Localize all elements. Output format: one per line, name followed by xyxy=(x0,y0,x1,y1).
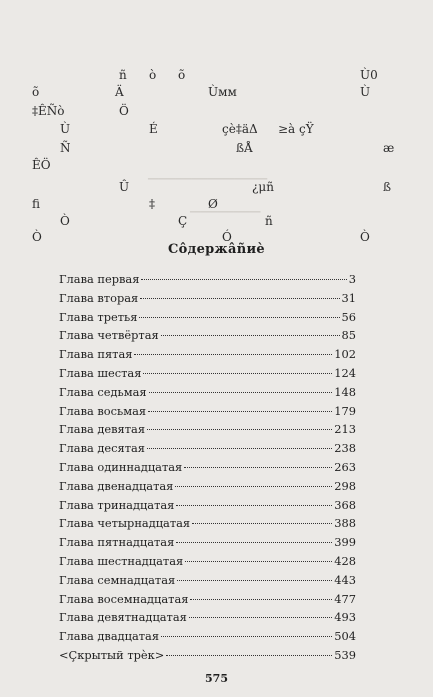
garbled-glyph: ñ xyxy=(119,68,127,82)
toc-leader-dots xyxy=(148,411,332,412)
toc-entry xyxy=(59,646,356,665)
garbled-glyph: ò xyxy=(149,68,157,82)
toc-entry-page: 31 xyxy=(341,290,356,305)
toc-leader-dots xyxy=(140,298,339,299)
toc-entry xyxy=(59,308,356,327)
garbled-glyph: Ä xyxy=(115,85,124,99)
toc-leader-dots xyxy=(177,580,332,581)
garbled-glyph: fi xyxy=(32,197,41,211)
toc-entry xyxy=(59,326,356,345)
toc-list xyxy=(59,270,356,665)
toc-entry xyxy=(59,608,356,627)
toc-entry xyxy=(59,289,356,308)
toc-entry-title: Глава двенадцатая xyxy=(59,478,174,493)
toc-leader-dots xyxy=(190,599,332,600)
toc-leader-dots xyxy=(161,636,332,637)
garbled-glyph: Ñ xyxy=(60,141,71,155)
toc-entry-title: Глава первая xyxy=(59,272,140,286)
garbled-glyph: Ù xyxy=(360,85,371,99)
toc-entry-title: Глава семнадцатая xyxy=(59,572,176,587)
garbled-glyph: Ù xyxy=(60,122,71,136)
toc-entry-title: Глава десятая xyxy=(59,441,145,456)
toc-entry-page: 504 xyxy=(334,629,356,644)
toc-entry-title: Глава шестая xyxy=(59,365,142,380)
garbled-glyph: çè‡äΔ xyxy=(222,122,258,136)
garbled-glyph: Ö xyxy=(119,104,129,118)
page-number: 575 xyxy=(205,672,228,685)
bleed-through-line: ━━━━━━━━━━━━━━━━━━━━━━ xyxy=(148,175,268,185)
toc-leader-dots xyxy=(184,467,332,468)
toc-entry-title: Глава шестнадцатая xyxy=(59,553,184,568)
toc-leader-dots xyxy=(147,448,332,449)
garbled-glyph: Ù0 xyxy=(360,68,378,82)
toc-leader-dots xyxy=(141,279,346,280)
toc-entry-page: 85 xyxy=(341,328,356,343)
garbled-glyph: Ò xyxy=(60,214,70,228)
garbled-glyph: Ùмм xyxy=(208,85,237,99)
garbled-glyph: Û xyxy=(119,180,130,194)
toc-entry-title: Глава четвёртая xyxy=(59,328,159,343)
toc-entry-page: 213 xyxy=(334,422,356,437)
toc-leader-dots xyxy=(176,505,332,506)
garbled-glyph: Ø xyxy=(208,197,218,211)
toc-entry xyxy=(59,552,356,571)
toc-entry xyxy=(59,270,356,289)
toc-leader-dots xyxy=(185,561,332,562)
toc-entry xyxy=(59,571,356,590)
toc-entry-page: 124 xyxy=(334,365,356,380)
garbled-glyph: Ò xyxy=(360,230,370,244)
toc-entry-title: Глава пятая xyxy=(59,347,133,362)
garbled-glyph: ‡ xyxy=(149,197,155,211)
toc-leader-dots xyxy=(192,523,332,524)
toc-entry-title: Глава восьмая xyxy=(59,403,147,418)
garbled-glyph: Ó xyxy=(222,230,232,244)
garbled-glyph: É xyxy=(149,122,158,136)
toc-entry-page: 3 xyxy=(348,272,356,286)
bleed-through-line: ━━━━━━━━━━━━━ xyxy=(190,208,261,218)
toc-leader-dots xyxy=(176,542,332,543)
garbled-glyph: õ xyxy=(178,68,186,82)
toc-entry-title: Глава одиннадцатая xyxy=(59,459,183,474)
toc-entry-page: 179 xyxy=(334,403,356,418)
toc-entry xyxy=(59,364,356,383)
toc-entry-title: Глава седьмая xyxy=(59,384,147,399)
toc-entry-page: 493 xyxy=(334,610,356,625)
toc-entry-title: Глава третья xyxy=(59,309,138,324)
toc-entry xyxy=(59,533,356,552)
toc-leader-dots xyxy=(166,655,332,656)
garbled-glyph: æ xyxy=(383,141,395,155)
toc-entry xyxy=(59,627,356,646)
toc-entry-page: 263 xyxy=(334,459,356,474)
toc-leader-dots xyxy=(143,373,332,374)
toc-entry-page: 368 xyxy=(334,497,356,512)
toc-entry-page: 238 xyxy=(334,441,356,456)
garbled-glyph: ñ xyxy=(265,214,273,228)
toc-entry-page: 388 xyxy=(334,516,356,531)
toc-entry-page: 539 xyxy=(334,647,356,662)
toc-entry-title: Глава двадцатая xyxy=(59,629,160,644)
toc-entry xyxy=(59,514,356,533)
toc-leader-dots xyxy=(161,335,340,336)
toc-entry-title: Глава четырнадцатая xyxy=(59,516,191,531)
toc-entry-title: Глава девятнадцатая xyxy=(59,610,187,625)
toc-title: Сôдержâñиè xyxy=(168,242,265,257)
garbled-glyph: õ xyxy=(32,85,40,99)
toc-leader-dots xyxy=(134,354,332,355)
toc-entry-page: 56 xyxy=(341,309,356,324)
toc-entry-title: Глава тринадцатая xyxy=(59,497,175,512)
toc-entry xyxy=(59,383,356,402)
toc-entry-page: 102 xyxy=(334,347,356,362)
toc-entry-title: Глава пятнадцатая xyxy=(59,535,175,550)
toc-leader-dots xyxy=(147,429,332,430)
toc-entry xyxy=(59,345,356,364)
toc-entry xyxy=(59,458,356,477)
toc-entry-page: 428 xyxy=(334,553,356,568)
toc-entry xyxy=(59,590,356,609)
garbled-glyph: ¿μñ xyxy=(252,180,274,194)
toc-entry xyxy=(59,496,356,515)
toc-entry-page: 477 xyxy=(334,591,356,606)
garbled-glyph: Ò xyxy=(32,230,42,244)
garbled-glyph: ‡ÊÑò xyxy=(32,104,65,118)
toc-entry-page: 399 xyxy=(334,535,356,550)
toc-entry-title: Глава вторая xyxy=(59,290,139,305)
garbled-glyph: ≥à çŸ xyxy=(278,122,314,136)
toc-entry-title: Глава девятая xyxy=(59,422,146,437)
garbled-glyph: ÊÖ xyxy=(32,158,51,172)
garbled-glyph: ßÅ xyxy=(236,141,253,155)
toc-entry xyxy=(59,477,356,496)
toc-leader-dots xyxy=(149,392,333,393)
toc-entry-page: 148 xyxy=(334,384,356,399)
toc-leader-dots xyxy=(175,486,332,487)
toc-entry xyxy=(59,439,356,458)
garbled-glyph: Ç xyxy=(178,214,188,228)
toc-entry-page: 443 xyxy=(334,572,356,587)
garbled-glyph: ß xyxy=(383,180,392,194)
toc-leader-dots xyxy=(189,617,332,618)
toc-entry-page: 298 xyxy=(334,478,356,493)
toc-entry xyxy=(59,420,356,439)
toc-entry-title: Глава восемнадцатая xyxy=(59,591,189,606)
toc-entry xyxy=(59,402,356,421)
toc-leader-dots xyxy=(139,317,339,318)
toc-entry-title: <Çкрытый трèк> xyxy=(59,647,165,662)
